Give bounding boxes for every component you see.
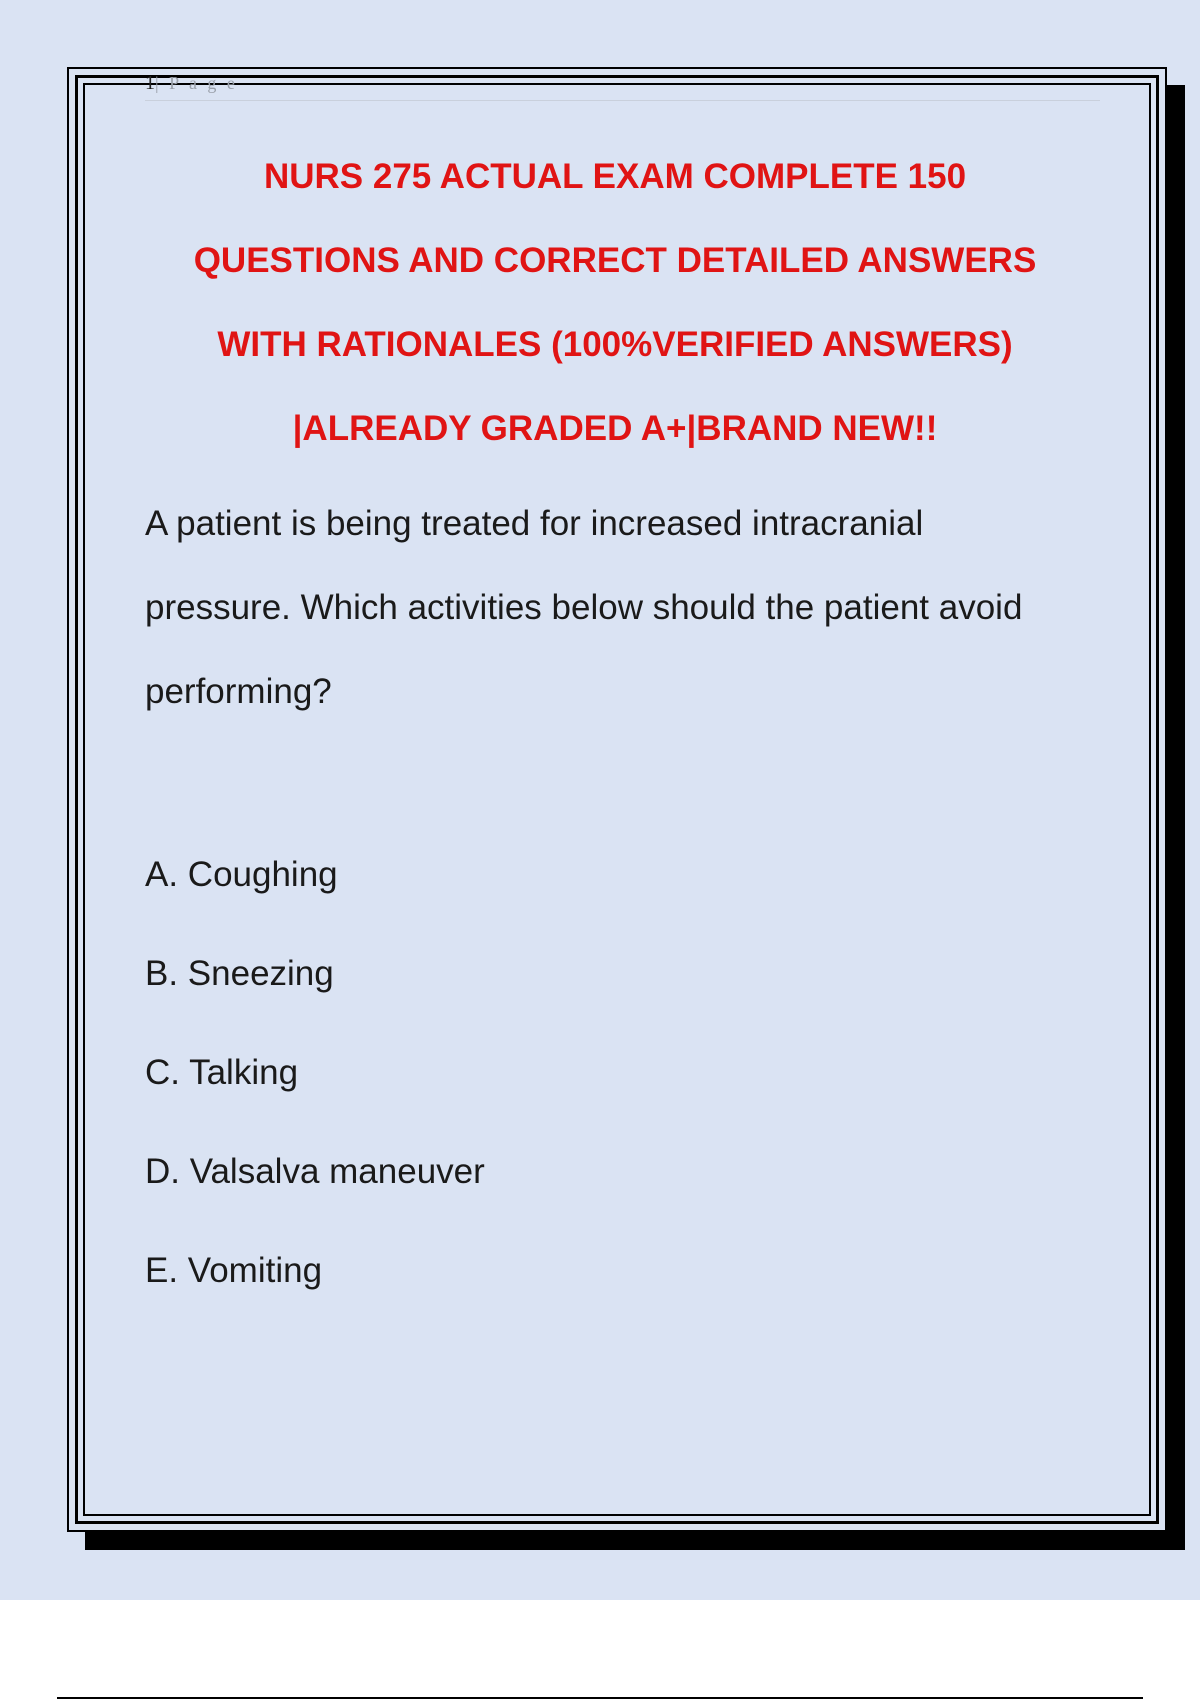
answer-options — [145, 855, 945, 1350]
option-d: D. Valsalva maneuver — [145, 1152, 485, 1191]
question-line: pressure. Which activities below should the patient avoid — [145, 588, 1023, 627]
title-line: WITH RATIONALES (100%VERIFIED ANSWERS) — [217, 325, 1013, 364]
bottom-rule — [57, 1697, 1143, 1699]
question-line: A patient is being treated for increased intracranial — [145, 504, 924, 543]
title-line: NURS 275 ACTUAL EXAM COMPLETE 150 — [263, 157, 967, 196]
page-label: | P a g e — [155, 73, 238, 93]
page-header — [145, 70, 238, 96]
option-c: C. Talking — [145, 1053, 299, 1092]
question-text — [145, 482, 1105, 734]
title-line: |ALREADY GRADED A+|BRAND NEW!! — [292, 409, 938, 448]
document-title — [130, 135, 1100, 471]
page-number: 1 — [145, 72, 155, 94]
question-line: performing? — [145, 672, 332, 711]
option-b: B. Sneezing — [145, 954, 334, 993]
option-a: A. Coughing — [145, 855, 338, 894]
title-line: QUESTIONS AND CORRECT DETAILED ANSWERS — [193, 241, 1037, 280]
header-rule — [145, 100, 1100, 101]
option-e: E. Vomiting — [145, 1251, 323, 1290]
